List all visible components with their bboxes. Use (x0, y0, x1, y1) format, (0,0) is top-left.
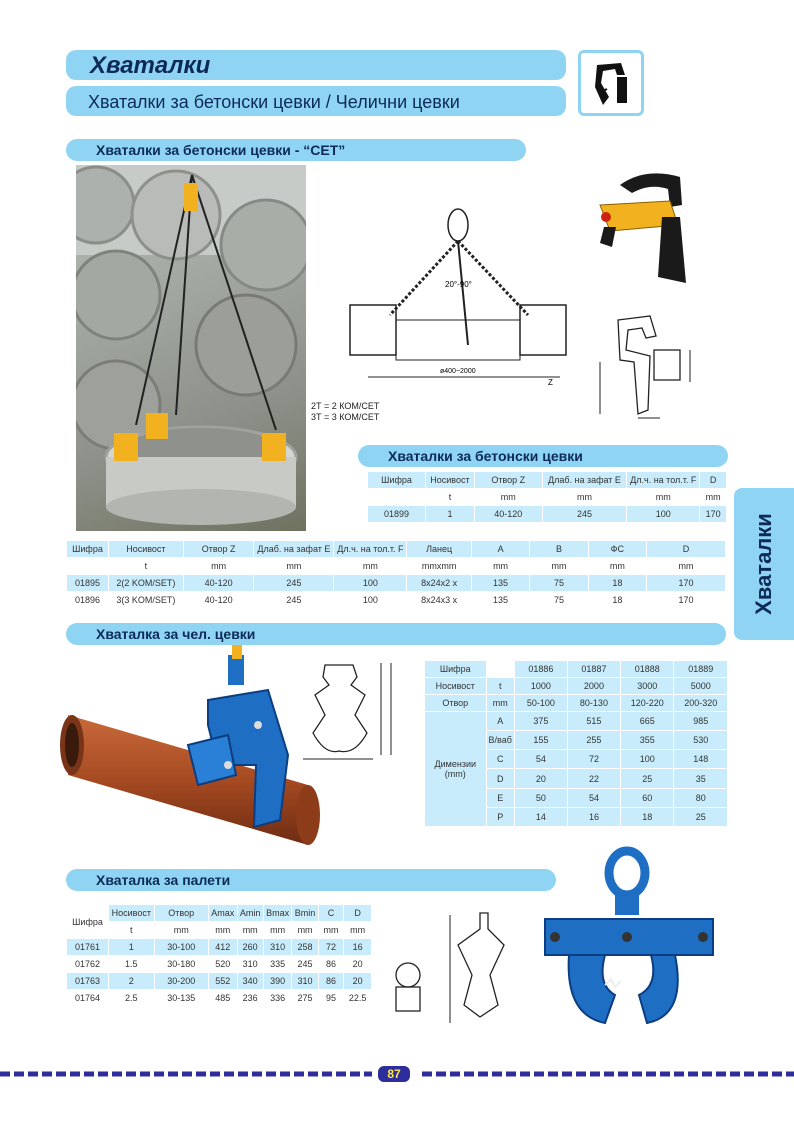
table-cell: ФС (589, 541, 646, 557)
table-units-row (67, 558, 725, 574)
table-cell: 985 (674, 712, 727, 730)
table-cell: mm (334, 558, 406, 574)
table-cell: mm (292, 922, 317, 938)
table-cell: mm (627, 489, 699, 505)
table-cell: mm (254, 558, 333, 574)
table-cell: 530 (674, 731, 727, 749)
table-cell: 50 (515, 789, 567, 807)
table-cell: A (487, 712, 514, 730)
table-cell: 86 (319, 973, 344, 989)
table-cell: 170 (647, 575, 725, 591)
table-cell: mm (472, 558, 529, 574)
table-cell: Шифра (368, 472, 425, 488)
title-bar (66, 50, 566, 80)
table-cell: Аmin (238, 905, 263, 921)
table-cell: mm (543, 489, 627, 505)
table-row (425, 678, 727, 694)
table-cell: 16 (568, 808, 620, 826)
table-cell: 01888 (621, 661, 674, 677)
table-cell: 8x24x3 x (407, 592, 471, 608)
table-cell: 54 (568, 789, 620, 807)
table-row (425, 712, 727, 730)
page-number (378, 1066, 410, 1082)
table-cell: 100 (334, 592, 406, 608)
table-cell: 01761 (67, 939, 108, 955)
section-pallet-title-text: Хваталка за палети (96, 872, 231, 888)
concrete-set-table (66, 540, 726, 609)
set-note-line-2: 3Т = 3 КОМ/СЕТ (311, 412, 380, 422)
table-cell: Шифра (67, 541, 108, 557)
table-cell: mm (487, 695, 514, 711)
table-cell: E (487, 789, 514, 807)
table-cell: 170 (700, 506, 726, 522)
table-cell: 245 (254, 575, 333, 591)
table-cell: 515 (568, 712, 620, 730)
table-cell: 20 (344, 973, 371, 989)
table-cell: 80-130 (568, 695, 620, 711)
pallet-clamp-diagram (380, 905, 530, 1030)
table-cell: 135 (472, 592, 529, 608)
table-cell: t (426, 489, 474, 505)
table-cell: 50-100 (515, 695, 567, 711)
table-cell: 40-120 (184, 592, 254, 608)
table-cell: 30-100 (155, 939, 208, 955)
page-subtitle: Хваталки за бетонски цевки / Челични цевки (88, 92, 460, 112)
table-cell: mm (344, 922, 371, 938)
single-clamp-diagram (590, 310, 710, 425)
table-cell: Отвор Z (475, 472, 542, 488)
table-cell: 1 (426, 506, 474, 522)
table-cell: mmxmm (407, 558, 471, 574)
table-cell: 95 (319, 990, 344, 1006)
table-cell: 3000 (621, 678, 674, 694)
table-cell: 336 (264, 990, 292, 1006)
table-header-row (368, 472, 726, 488)
table-cell: mm (209, 922, 237, 938)
table-cell: 665 (621, 712, 674, 730)
table-cell: mm (155, 922, 208, 938)
table-cell: 200-320 (674, 695, 727, 711)
table-cell: Дл.ч. на тол.т. F (627, 472, 699, 488)
table-cell: 30-180 (155, 956, 208, 972)
table-units-row (368, 489, 726, 505)
dimensions-unit: (mm) (444, 769, 466, 779)
table-cell: 40-120 (184, 575, 254, 591)
table-cell: 260 (238, 939, 263, 955)
table-cell: mm (184, 558, 254, 574)
table-cell: Отвор (425, 695, 486, 711)
table-cell: 5000 (674, 678, 727, 694)
table-cell: 01763 (67, 973, 108, 989)
table-cell: 72 (568, 750, 620, 768)
table-cell: mm (530, 558, 587, 574)
table-cell: 75 (530, 575, 587, 591)
table-cell: 155 (515, 731, 567, 749)
table-cell: 72 (319, 939, 344, 955)
table-cell (67, 558, 108, 574)
table-cell: 01895 (67, 575, 108, 591)
table-cell: D (487, 769, 514, 787)
dimensions-label: Димензии (434, 759, 476, 769)
page-number-text: 87 (387, 1067, 401, 1081)
table-cell: 8x24x2 x (407, 575, 471, 591)
table-cell: Носивост (109, 905, 153, 921)
table-cell: 40-120 (475, 506, 542, 522)
concrete-pipe-illustration (76, 165, 306, 531)
table-cell: Отвор (155, 905, 208, 921)
table-cell: Шифра (425, 661, 486, 677)
table-cell: 375 (515, 712, 567, 730)
table-cell: 18 (621, 808, 674, 826)
table-cell: 120-220 (621, 695, 674, 711)
table-cell: 340 (238, 973, 263, 989)
table-cell: 80 (674, 789, 727, 807)
table-cell: 14 (515, 808, 567, 826)
table-cell: 60 (621, 789, 674, 807)
table-header-row (67, 541, 725, 557)
section-concrete-set-title (66, 139, 526, 161)
table-cell: 485 (209, 990, 237, 1006)
table-cell: 30-200 (155, 973, 208, 989)
table-cell: 355 (621, 731, 674, 749)
table-cell: 310 (292, 973, 317, 989)
table-row (425, 695, 727, 711)
page-title: Хваталки (90, 52, 211, 79)
table-cell: P (487, 808, 514, 826)
table-cell: mm (264, 922, 292, 938)
table-cell: 22 (568, 769, 620, 787)
steel-pipe-table (424, 660, 728, 827)
table-cell: 18 (589, 575, 646, 591)
table-cell: 01889 (674, 661, 727, 677)
table-cell: 01762 (67, 956, 108, 972)
table-header-row (67, 905, 371, 921)
table-cell: 520 (209, 956, 237, 972)
table-cell: B/ваб (487, 731, 514, 749)
table-cell: 245 (292, 956, 317, 972)
table-cell: 275 (292, 990, 317, 1006)
table-cell: Носивост (109, 541, 183, 557)
table-cell: Носивост (426, 472, 474, 488)
table-cell: D (344, 905, 371, 921)
table-cell: B (530, 541, 587, 557)
table-cell: 25 (621, 769, 674, 787)
table-cell: Длаб. на зафат E (254, 541, 333, 557)
table-cell: 2.5 (109, 990, 153, 1006)
table-cell: 86 (319, 956, 344, 972)
table-cell: t (109, 922, 153, 938)
table-cell: Дл.ч. на тол.т. F (334, 541, 406, 557)
table-row (368, 506, 726, 522)
table-cell (368, 489, 425, 505)
steel-pipe-clamp-photo (58, 645, 328, 850)
table-cell: 310 (264, 939, 292, 955)
table-cell: 20 (515, 769, 567, 787)
table-row (425, 661, 727, 677)
table-cell: Аmax (209, 905, 237, 921)
table-row (67, 939, 371, 955)
table-cell: 01764 (67, 990, 108, 1006)
table-cell: 2 (109, 973, 153, 989)
table-row (67, 990, 371, 1006)
table-row (67, 592, 725, 608)
yellow-clamp-photo (570, 165, 700, 295)
span-label: ø400~2000 (440, 368, 476, 375)
table-cell: 01899 (368, 506, 425, 522)
table-cell: C (319, 905, 344, 921)
table-cell: 30-135 (155, 990, 208, 1006)
table-cell: 3(3 KOM/SET) (109, 592, 183, 608)
section-concrete-title-text: Хваталки за бетонски цевки (388, 448, 583, 464)
table-cell: 100 (334, 575, 406, 591)
table-cell: 170 (647, 592, 725, 608)
table-cell: 236 (238, 990, 263, 1006)
pallet-clamp-table (66, 904, 372, 1007)
table-cell: 01886 (515, 661, 567, 677)
table-cell: 412 (209, 939, 237, 955)
table-cell: 18 (589, 592, 646, 608)
table-cell: 1.5 (109, 956, 153, 972)
dimensions-label-cell (425, 712, 486, 826)
table-units-row (67, 922, 371, 938)
table-cell: D (647, 541, 725, 557)
section-steel-title-text: Хваталка за чел. цевки (96, 626, 256, 642)
clamp-icon-box (578, 50, 644, 116)
table-cell: t (487, 678, 514, 694)
table-cell: 552 (209, 973, 237, 989)
table-cell: 255 (568, 731, 620, 749)
table-cell: C (487, 750, 514, 768)
table-cell: mm (475, 489, 542, 505)
table-cell: 100 (621, 750, 674, 768)
pallet-clamp-photo (535, 845, 725, 1035)
table-cell: Bmin (292, 905, 317, 921)
z-label: Z (548, 378, 553, 387)
table-cell: mm (589, 558, 646, 574)
table-cell (487, 661, 514, 677)
table-cell: 20 (344, 956, 371, 972)
table-cell: mm (647, 558, 725, 574)
table-row (67, 575, 725, 591)
table-cell: 01887 (568, 661, 620, 677)
table-cell: mm (319, 922, 344, 938)
table-cell: 245 (543, 506, 627, 522)
table-cell: Ланец (407, 541, 471, 557)
table-row (67, 956, 371, 972)
table-cell: 1000 (515, 678, 567, 694)
table-cell: 390 (264, 973, 292, 989)
table-cell: 135 (472, 575, 529, 591)
clamp-icon (581, 53, 641, 113)
table-cell: 258 (292, 939, 317, 955)
concrete-set-diagram (310, 195, 580, 400)
table-cell: 25 (674, 808, 727, 826)
table-cell: mm (700, 489, 726, 505)
angle-label: 20°-90° (445, 280, 472, 289)
table-cell: Шифра (67, 905, 108, 938)
table-cell: 335 (264, 956, 292, 972)
table-cell: mm (238, 922, 263, 938)
table-cell: Носивост (425, 678, 486, 694)
table-cell: 35 (674, 769, 727, 787)
table-cell: Отвор Z (184, 541, 254, 557)
table-cell: A (472, 541, 529, 557)
side-tab-label: Хваталки (751, 513, 776, 615)
table-cell: 148 (674, 750, 727, 768)
table-cell: 245 (254, 592, 333, 608)
table-cell: 1 (109, 939, 153, 955)
section-title-text: Хваталки за бетонски цевки - “СЕТ” (96, 142, 346, 158)
section-pallet-title (66, 869, 556, 891)
table-cell: 16 (344, 939, 371, 955)
table-cell: Длаб. на зафат E (543, 472, 627, 488)
table-cell: 22.5 (344, 990, 371, 1006)
table-cell: 75 (530, 592, 587, 608)
section-steel-pipe-title (66, 623, 726, 645)
subtitle-bar (66, 86, 566, 116)
table-row (67, 973, 371, 989)
set-note-line-1: 2Т = 2 КОМ/СЕТ (311, 401, 380, 411)
table-cell: 310 (238, 956, 263, 972)
table-cell: 2000 (568, 678, 620, 694)
table-cell: 2(2 KOM/SET) (109, 575, 183, 591)
table-cell: D (700, 472, 726, 488)
concrete-single-table (367, 471, 727, 523)
table-cell: t (109, 558, 183, 574)
table-cell: 01896 (67, 592, 108, 608)
section-concrete-title (358, 445, 728, 467)
set-note (311, 401, 379, 423)
table-cell: 100 (627, 506, 699, 522)
side-category-tab (734, 488, 794, 640)
table-cell: Bmax (264, 905, 292, 921)
table-cell: 54 (515, 750, 567, 768)
steel-clamp-diagram (295, 655, 405, 767)
concrete-pipe-photo (76, 165, 306, 531)
